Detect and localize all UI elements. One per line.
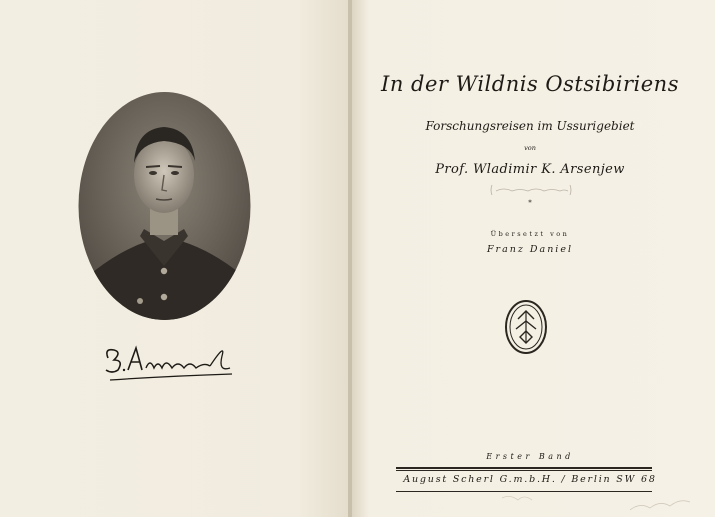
rule-top-thin bbox=[396, 470, 652, 471]
book-title: In der Wildnis Ostsibiriens bbox=[381, 72, 679, 96]
by-label: von bbox=[524, 144, 536, 152]
author-portrait bbox=[78, 91, 251, 321]
translator-name: Franz Daniel bbox=[486, 244, 574, 255]
translated-by-label: Übersetzt von bbox=[490, 230, 570, 238]
publisher-line: August Scherl G.m.b.H. / Berlin SW 68 bbox=[403, 474, 657, 485]
book-gutter bbox=[348, 0, 352, 517]
pencil-annotation bbox=[490, 183, 572, 197]
publisher-logo bbox=[504, 299, 548, 355]
rule-top bbox=[396, 467, 652, 469]
author-name: Prof. Wladimir K. Arsenjew bbox=[435, 162, 625, 177]
book-subtitle: Forschungsreisen im Ussurigebiet bbox=[425, 119, 635, 133]
author-signature bbox=[100, 338, 240, 386]
separator-star: * bbox=[528, 199, 532, 207]
pencil-scribbles bbox=[500, 490, 700, 516]
volume-label: Erster Band bbox=[486, 452, 574, 461]
